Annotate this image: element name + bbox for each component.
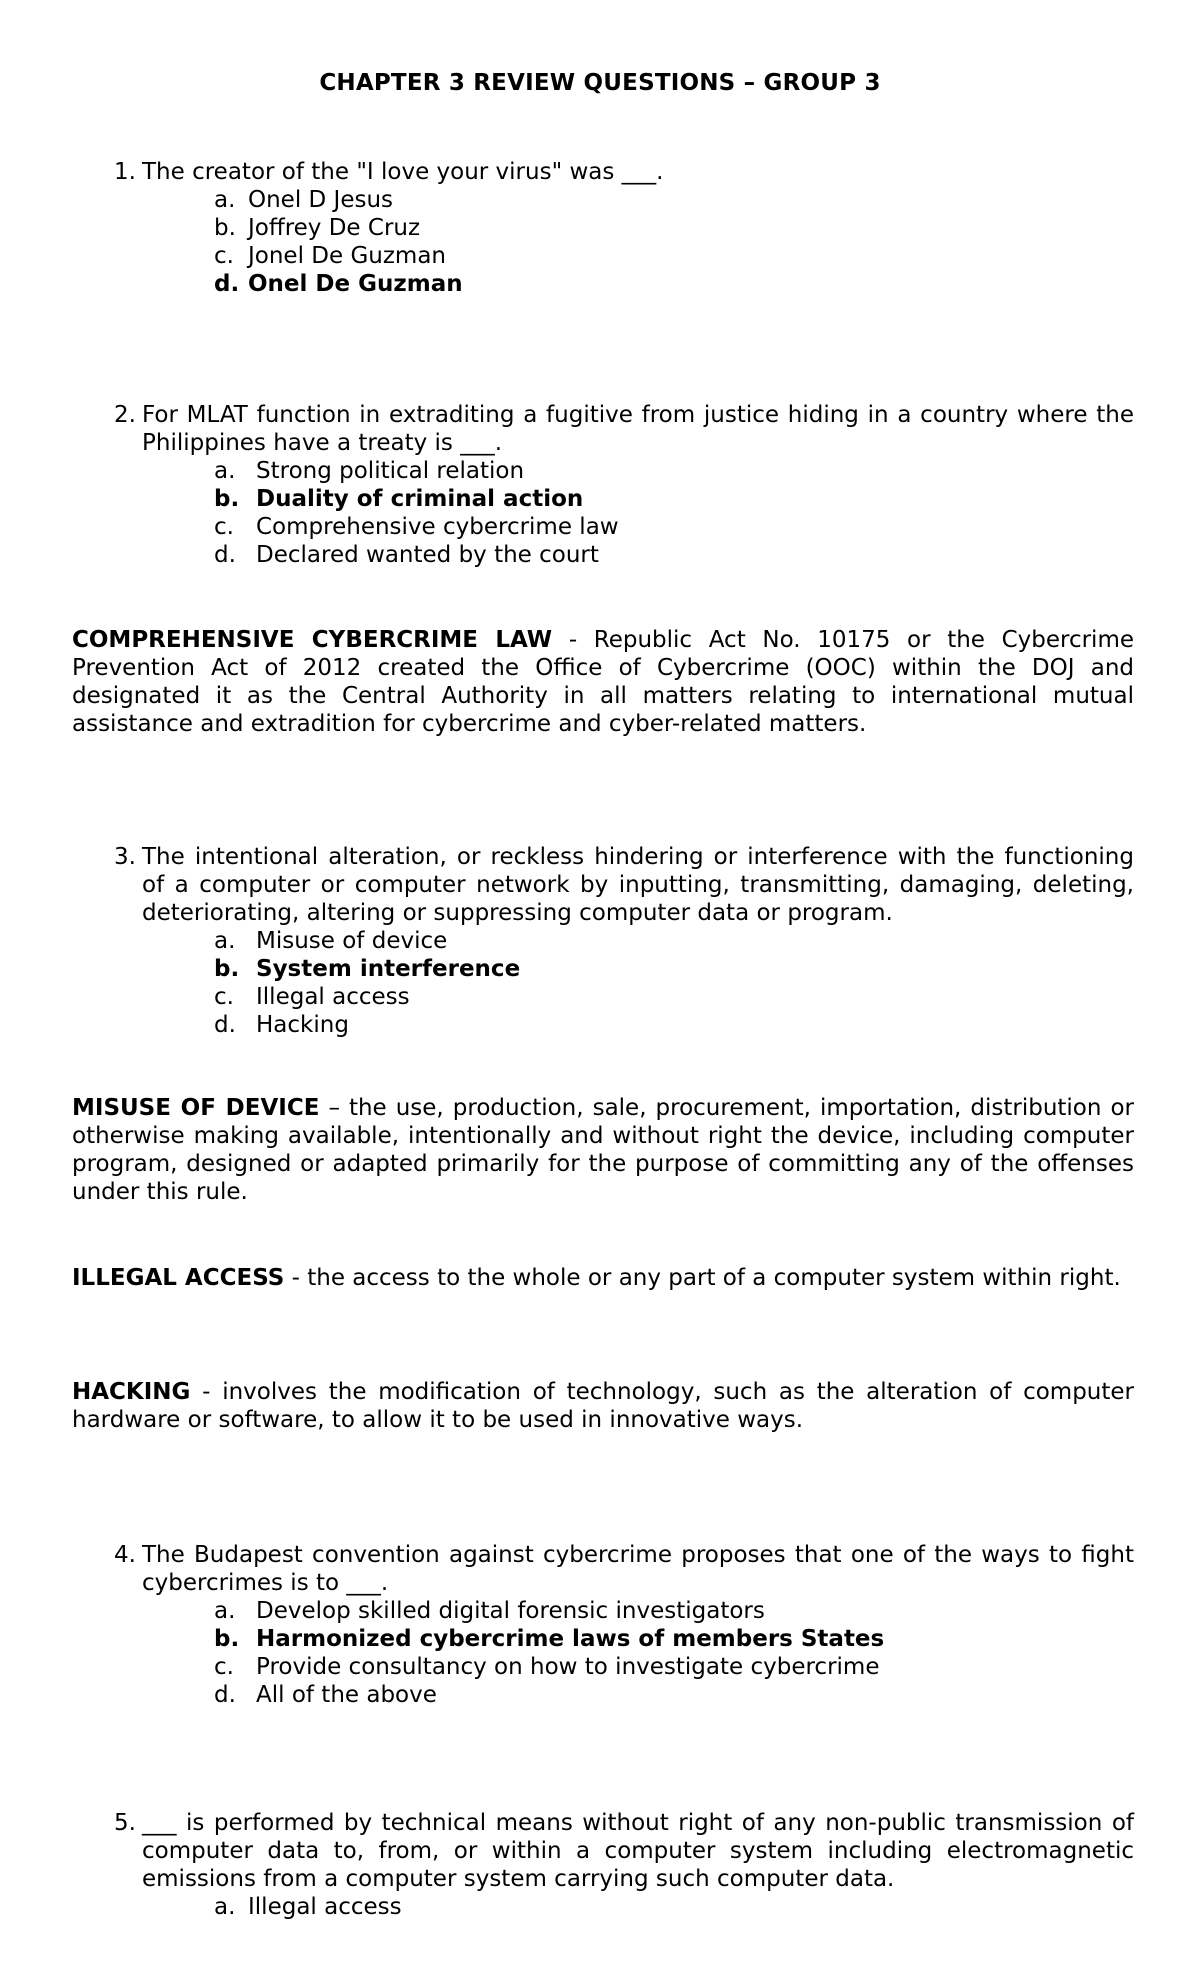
choice-c xyxy=(214,242,1134,270)
definition-term: ILLEGAL ACCESS xyxy=(72,1265,285,1291)
choice-letter: a. xyxy=(214,1894,236,1920)
choice-text: Jonel De Guzman xyxy=(248,243,447,269)
choice-letter: d. xyxy=(214,1682,236,1708)
choice-letter: d. xyxy=(214,542,236,568)
choice-text: Hacking xyxy=(256,1012,349,1038)
choice-a xyxy=(214,927,1134,955)
choice-text: System interference xyxy=(256,956,521,982)
choice-letter: c. xyxy=(214,1654,234,1680)
choice-letter: a. xyxy=(214,928,236,954)
definition-misuse-of-device xyxy=(72,1094,1134,1206)
definition-hacking xyxy=(72,1378,1134,1434)
definition-term: HACKING xyxy=(72,1379,191,1405)
choice-d-correct-answer xyxy=(214,270,1134,298)
choice-text: Develop skilled digital forensic investigators xyxy=(256,1598,765,1624)
question-stem: The intentional alteration, or reckless hindering or interference with the functioning of a computer or computer network by inputting, transmitting, damaging, deleting, deteriorating, altering or suppressing computer data or program. xyxy=(142,844,1134,926)
choice-text: Declared wanted by the court xyxy=(256,542,599,568)
choice-d xyxy=(214,1011,1134,1039)
definition-text: - Republic Act No. 10175 or the Cybercrime Prevention Act of 2012 created the Office of Cybercrime (OOC) within the DOJ and designated it as the Central Authority in all matters relating to international mutual assistance and extradition for cybercrime and cyber-related matters. xyxy=(72,627,1135,737)
choice-a xyxy=(214,1893,1134,1921)
choice-a xyxy=(214,186,1134,214)
question-5 xyxy=(104,1809,1134,1921)
question-stem: The Budapest convention against cybercrime proposes that one of the ways to fight cybercrimes is to ___. xyxy=(142,1542,1134,1596)
choice-text: Duality of criminal action xyxy=(256,486,584,512)
choice-c xyxy=(214,513,1134,541)
definition-term: MISUSE OF DEVICE xyxy=(72,1095,320,1121)
definition-text: - the access to the whole or any part of a computer system within right. xyxy=(284,1265,1121,1291)
page-title: CHAPTER 3 REVIEW QUESTIONS – GROUP 3 xyxy=(319,70,881,96)
choice-d xyxy=(214,1681,1134,1709)
choice-text: Illegal access xyxy=(256,984,410,1010)
definition-text: - involves the modification of technology, such as the alteration of computer hardware or software, to allow it to be used in innovative ways. xyxy=(72,1379,1134,1433)
choice-text: Onel De Guzman xyxy=(248,271,463,297)
question-number: 3. xyxy=(114,844,136,870)
choice-text: Onel D Jesus xyxy=(248,187,394,213)
choice-text: All of the above xyxy=(256,1682,437,1708)
question-2 xyxy=(104,401,1134,569)
choice-text: Misuse of device xyxy=(256,928,448,954)
choice-list xyxy=(214,1597,1134,1709)
choice-a xyxy=(214,1597,1134,1625)
choice-list xyxy=(214,927,1134,1039)
choice-c xyxy=(214,983,1134,1011)
choice-b xyxy=(214,214,1134,242)
choice-text: Comprehensive cybercrime law xyxy=(256,514,619,540)
definition-term: COMPREHENSIVE CYBERCRIME LAW xyxy=(72,627,553,653)
question-stem: For MLAT function in extraditing a fugitive from justice hiding in a country where the Philippines have a treaty is ___. xyxy=(142,402,1134,456)
choice-letter: b. xyxy=(214,486,240,512)
choice-text: Harmonized cybercrime laws of members States xyxy=(256,1626,885,1652)
choice-d xyxy=(214,541,1134,569)
question-1 xyxy=(104,158,1134,298)
definition-illegal-access xyxy=(72,1264,1134,1292)
question-3 xyxy=(104,843,1134,1039)
choice-letter: c. xyxy=(214,514,234,540)
choice-letter: a. xyxy=(214,1598,236,1624)
choice-letter: a. xyxy=(214,187,236,213)
choice-c xyxy=(214,1653,1134,1681)
choice-list xyxy=(214,186,1134,298)
choice-a xyxy=(214,457,1134,485)
choice-b-correct-answer xyxy=(214,955,1134,983)
question-number: 1. xyxy=(114,159,136,185)
choice-text: Provide consultancy on how to investigate cybercrime xyxy=(256,1654,880,1680)
choice-list xyxy=(214,457,1134,569)
choice-text: Strong political relation xyxy=(256,458,525,484)
question-number: 5. xyxy=(114,1810,136,1836)
question-stem: ___ is performed by technical means without right of any non-public transmission of computer data to, from, or within a computer system including electromagnetic emissions from a computer system carrying such computer data. xyxy=(142,1810,1134,1892)
choice-letter: b. xyxy=(214,215,236,241)
choice-list xyxy=(214,1893,1134,1921)
question-4 xyxy=(104,1541,1134,1709)
choice-letter: b. xyxy=(214,956,240,982)
definition-text: – the use, production, sale, procurement, importation, distribution or otherwise making available, intentionally and without right the device, including computer program, designed or adapted primarily for the purpose of committing any of the offenses under this rule. xyxy=(72,1095,1135,1205)
choice-letter: c. xyxy=(214,984,234,1010)
question-number: 4. xyxy=(114,1542,136,1568)
choice-text: Illegal access xyxy=(248,1894,402,1920)
choice-text: Joffrey De Cruz xyxy=(248,215,421,241)
definition-comprehensive-cybercrime-law xyxy=(72,626,1134,738)
choice-letter: d. xyxy=(214,271,240,297)
choice-letter: b. xyxy=(214,1626,240,1652)
choice-b-correct-answer xyxy=(214,485,1134,513)
question-stem: The creator of the "I love your virus" was ___. xyxy=(142,159,664,185)
choice-letter: a. xyxy=(214,458,236,484)
choice-b-correct-answer xyxy=(214,1625,1134,1653)
choice-letter: d. xyxy=(214,1012,236,1038)
question-number: 2. xyxy=(114,402,136,428)
choice-letter: c. xyxy=(214,243,234,269)
